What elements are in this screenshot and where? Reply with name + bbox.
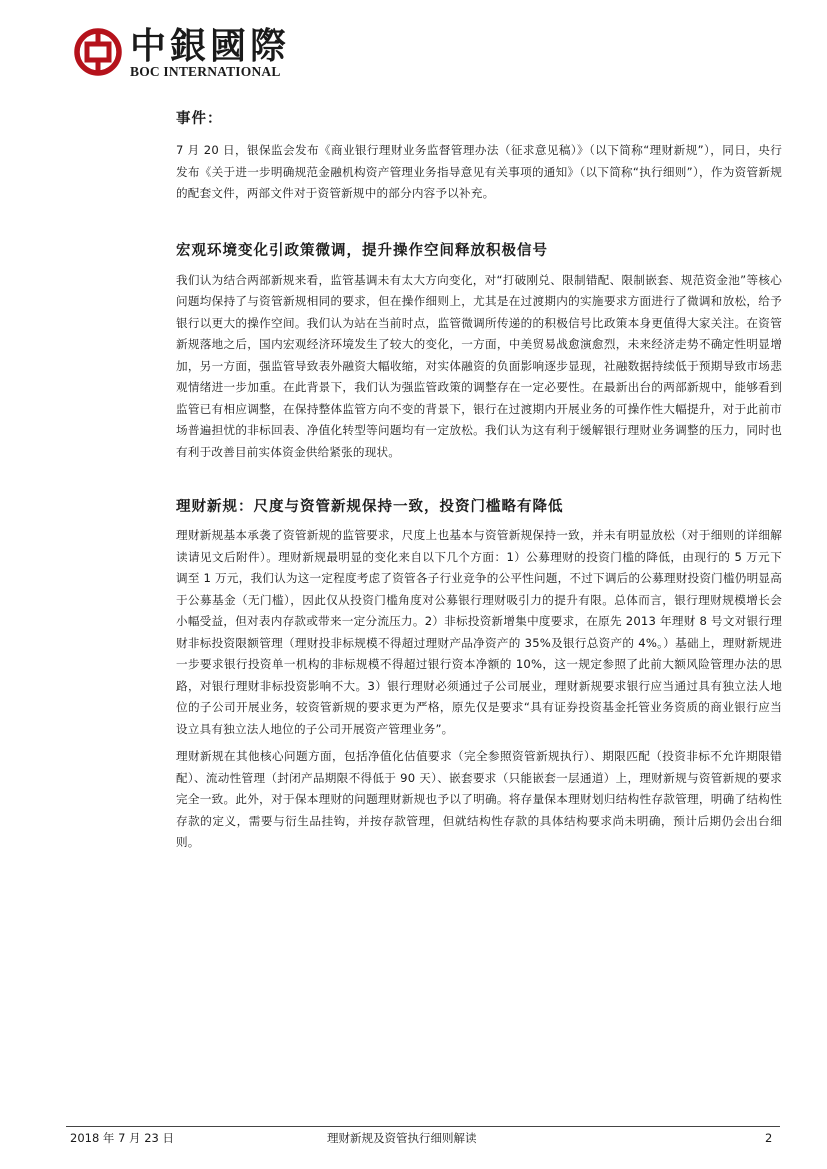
footer-report-title: 理财新规及资管执行细则解读: [327, 1131, 477, 1145]
logo-english-name: BOC INTERNATIONAL: [130, 64, 281, 79]
event-section: [176, 108, 782, 205]
section-wealth-rules: [176, 496, 782, 854]
boc-logo-icon: [74, 28, 122, 76]
footer-divider: [66, 1126, 780, 1127]
event-paragraph: 7 月 20 日，银保监会发布《商业银行理财业务监督管理办法（征求意见稿）》（以下简称“理财新规”），同日，央行发布《关于进一步明确规范金融机构资产管理业务指导意见有关事项的通知》（以下简称“执行细则”），作为资管新规的配套文件，两部文件对于资管新规中的部分内容予以补充。: [176, 143, 782, 200]
section-macro-policy-paragraph: 我们认为结合两部新规来看，监管基调未有太大方向变化，对“打破刚兑、限制错配、限制嵌套、规范资金池”等核心问题均保持了与资管新规相同的要求，但在操作细则上，尤其是在过渡期内的实施要求方面进行了微调和放松，给予银行以更大的操作空间。我们认为站在当前时点，监管微调所传递的的积极信号比政策本身更值得大家关注。在资管新规落地之后，国内宏观经济环境发生了较大的变化，一方面，中美贸易战愈演愈烈，未来经济走势不确定性明显增加，另一方面，强监管导致表外融资大幅收缩，对实体融资的负面影响逐步显现，社融数据持续低于预期导致市场悲观情绪进一步加重。在此背景下，我们认为强监管政策的调整存在一定必要性。在最新出台的两部新规中，能够看到监管已有相应调整，在保持整体监管方向不变的背景下，银行在过渡期内开展业务的可操作性大幅提升，对于此前市场普遍担忧的非标回表、净值化转型等问题均有一定放松。我们认为这有利于缓解银行理财业务调整的压力，同时也有利于改善目前实体资金供给紧张的现状。: [176, 272, 782, 459]
section-macro-policy-heading: 宏观环境变化引政策微调，提升操作空间释放积极信号: [176, 242, 548, 259]
logo-chinese-name: 中銀國際: [130, 25, 291, 67]
section-wealth-rules-heading: 理财新规：尺度与资管新规保持一致，投资门槛略有降低: [176, 499, 564, 515]
header: [74, 24, 314, 80]
footer-date: 2018 年 7 月 23 日: [70, 1131, 174, 1145]
report-body: [176, 108, 782, 854]
section-macro-policy: [176, 240, 782, 464]
event-heading: 事件：: [176, 111, 223, 127]
section-wealth-rules-paragraph-1: 理财新规基本承袭了资管新规的监管要求，尺度上也基本与资管新规保持一致，并未有明显放松（对于细则的详细解读请见文后附件）。理财新规最明显的变化来自以下几个方面：1）公募理财的投资门槛的降低，由现行的 5 万元下调至 1 万元，我们认为这一定程度考虑了资管各子行业竞争的公平性问题，不过下调后的公募理财投资门槛仍明显高于公募基金（无门槛），因此仅从投资门槛角度对公募银行理财吸引力的提升有限。总体而言，银行理财规模增长会小幅受益，但对表内存款或带来一定分流压力。2）非标投资新增集中度要求，在原先 2013 年理财 8 号文对银行理财非标投资限额管理（理财投非标规模不得超过理财产品净资产的 35%及银行总资产的 4%。）基础上，理财新规进一步要求银行投资单一机构的非标规模不得超过银行资本净额的 10%，这一规定参照了此前大额风险管理办法的思路，对银行理财非标投资影响不大。3）银行理财必须通过子公司展业，理财新规要求银行应当通过具有独立法人地位的子公司开展业务，较资管新规的要求更为严格，原先仅是要求“具有证券投资基金托管业务资质的商业银行应当设立具有独立法人地位的子公司开展资产管理业务”。: [176, 528, 782, 736]
page-number: 2: [765, 1131, 773, 1145]
section-wealth-rules-paragraph-2: 理财新规在其他核心问题方面，包括净值化估值要求（完全参照资管新规执行）、期限匹配（投资非标不允许期限错配）、流动性管理（封闭产品期限不得低于 90 天）、嵌套要求（只能嵌套一层通道）上，理财新规与资管新规的要求完全一致。此外，对于保本理财的问题理财新规也予以了明确。将存量保本理财划归结构性存款管理，明确了结构性存款的定义，需要与衍生品挂钩，并按存款管理，但就结构性存款的具体结构要求尚未明确，预计后期仍会出台细则。: [176, 749, 782, 849]
